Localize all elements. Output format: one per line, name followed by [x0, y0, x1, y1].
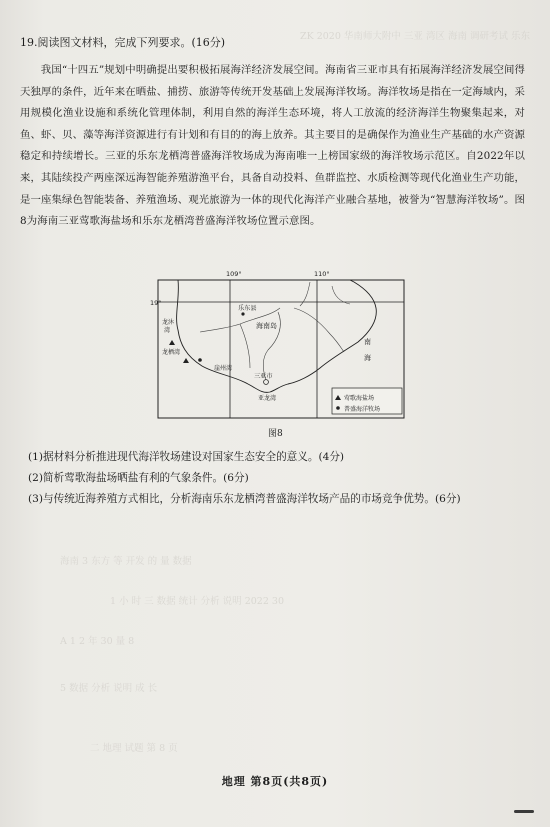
salt-field-marker [169, 340, 175, 345]
corner-mark [514, 810, 534, 813]
sub-question-2: (2)简析莺歌海盐场晒盐有利的气象条件。(6分) [28, 472, 249, 484]
label-longmuwan-2: 湾 [164, 327, 171, 334]
bleed-through-text: 1 小 时 三 数据 统计 分析 说明 2022 30 [110, 596, 284, 607]
label-yazhouwan: 崖州湾 [214, 365, 233, 372]
ledong-point [241, 312, 244, 315]
hainan-island-outline [177, 280, 377, 392]
river [332, 286, 350, 304]
label-longmuwan-1: 龙沐 [162, 319, 175, 326]
legend-ranch-label: 普盛海洋牧场 [344, 406, 381, 413]
ranch-marker [198, 358, 202, 362]
lon-label-109: 109° [226, 270, 242, 278]
bleed-through-text: ZK 2020 华南师大附中 三亚 湾区 海南 调研考试 乐东 [300, 31, 531, 42]
label-ledong: 乐东县 [238, 305, 257, 312]
label-yalongwan: 亚龙湾 [258, 395, 277, 402]
location-map [150, 268, 412, 420]
sanya-point [264, 380, 269, 385]
lat-label-19: 19° [150, 299, 162, 307]
label-nanhai-2: 海 [364, 354, 371, 362]
page-footer: 地理 第8页(共8页) [221, 775, 329, 788]
river [294, 308, 344, 352]
label-nanhai-1: 南 [364, 338, 371, 346]
sub-question-1: (1)据材料分析推进现代海洋牧场建设对国家生态安全的意义。(4分) [28, 451, 345, 463]
question-material: 我国“十四五”规划中明确提出要积极拓展海洋经济发展空间。海南省三亚市具有拓展海洋经济发展空间得天独厚的条件，近年来在晒盐、捕捞、旅游等传统开发基础上发展海洋牧场。海洋牧场是指在一定海域内，采用规模化渔业设施和系统化管理体制，利用自然的海洋生态环境，将人工放流的经济海洋生物聚集起来，对鱼、虾、贝、藻等海洋资源进行有计划和有目的的海上放养。其主要目的是确保作为渔业生产基础的水产资源稳定和持续增长。三亚的乐东龙栖湾普盛海洋牧场成为海南唯一上榜国家级的海洋牧场示范区。自2022年以来，其陆续投产两座深远海智能养殖游渔平台，具备自动投料、鱼群监控、水质检测等现代化渔业生产功能，是一座集绿色智能装备、养殖渔场、观光旅游为一体的现代化海洋产业融合基地，被誉为“智慧海洋牧场”。图8为海南三亚莺歌海盐场和乐东龙栖湾普盛海洋牧场位置示意图。 [20, 64, 525, 228]
figure-caption: 图8 [268, 429, 283, 439]
legend-ranch-symbol [336, 406, 340, 410]
bleed-through-text: A 1 2 年 30 量 8 [60, 636, 135, 647]
river [240, 324, 250, 368]
label-longqiwan: 龙栖湾 [162, 349, 181, 356]
question-heading: 19.阅读图文材料，完成下列要求。(16分) [20, 36, 226, 49]
bleed-through-text: 海南 3 东方 等 开发 的 量 数据 [60, 556, 192, 567]
label-hainan: 海南岛 [256, 322, 277, 330]
bleed-through-text: 二 地理 试题 第 8 页 [90, 743, 178, 754]
legend-salt-label: 莺歌海盐场 [344, 395, 375, 402]
sub-question-3: (3)与传统近海养殖方式相比，分析海南乐东龙栖湾普盛海洋牧场产品的市场竞争优势。(6分) [28, 493, 461, 505]
label-sanya: 三亚市 [254, 373, 273, 380]
lon-label-110: 110° [314, 270, 330, 278]
salt-field-marker [183, 358, 189, 363]
bleed-through-text: 5 数据 分析 说明 成 长 [60, 683, 158, 694]
